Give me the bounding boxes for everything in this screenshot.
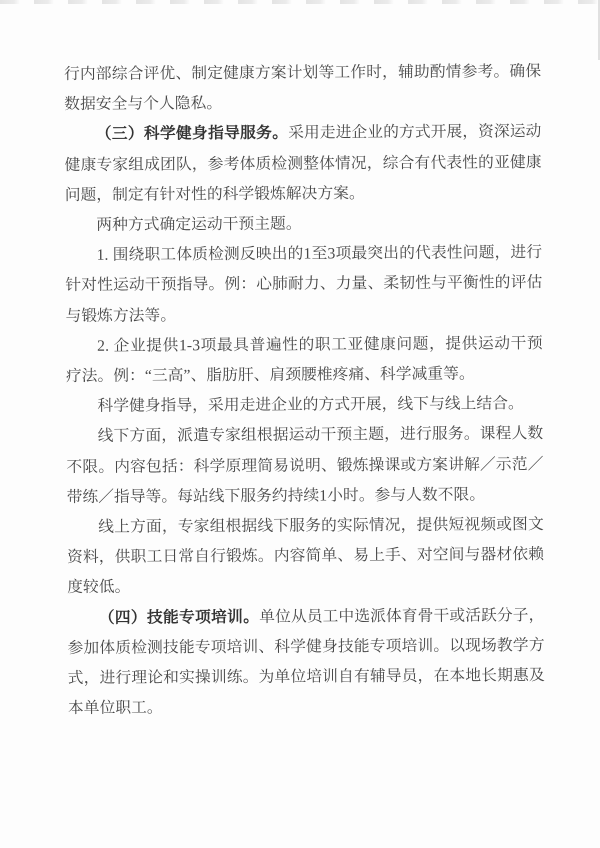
scan-edge-artifact <box>0 0 600 4</box>
paragraph <box>67 601 545 725</box>
paragraph <box>64 117 542 211</box>
section-heading-4: （四）技能专项培训。 <box>98 608 260 627</box>
paragraph-text: 行内部综合评优、制定健康方案计划等工作时，辅助酌情参考。确保数据安全与个人隐私。 <box>64 63 542 114</box>
section-heading-3: （三）科学健身指导服务。 <box>95 125 289 144</box>
paragraph-text: 2. 企业提供1-3项最具普遍性的职工亚健康问题，提供运动干预疗法。例：“三高”、脂肪肝、肩颈腰椎疼痛、科学减重等。 <box>65 334 543 386</box>
paragraph <box>66 420 544 514</box>
paragraph-text: 1. 围绕职工体质检测反映出的1至3项最突出的代表性问题，进行针对性运动干预指导。例：心肺耐力、力量、柔韧性与平衡性的评估与锻炼方法等。 <box>65 244 543 325</box>
document-body <box>64 57 545 724</box>
paragraph-text: 科学健身指导，采用走进企业的方式开展，线下与线上结合。 <box>97 395 524 416</box>
paragraph <box>66 389 543 422</box>
paragraph <box>65 208 542 241</box>
paragraph <box>64 57 541 120</box>
paragraph-text: 两种方式确定运动干预主题。 <box>96 215 302 234</box>
paragraph <box>65 238 543 332</box>
paragraph-text: 线下方面，派遣专家组根据运动干预主题，进行服务。课程人数不限。内容包括：科学原理简易说明、锻炼操课或方案讲解／示范／带练／指导等。每站线下服务约持续1小时。参与人数不限。 <box>66 425 544 506</box>
paragraph-text: 采用走进企业的方式开展，资深运动健康专家组成团队，参考体质检测整体情况，综合有代表性的亚健康问题，制定有针对性的科学锻炼解决方案。 <box>64 123 542 204</box>
paragraph-text: 单位从员工中选派体育骨干或活跃分子，参加体质检测技能专项培训、科学健身技能专项培训。以现场教学方式，进行理论和实操训练。为单位培训自有辅导员，在本地长期惠及本单位职工。 <box>67 606 545 718</box>
paragraph <box>67 510 545 604</box>
paragraph <box>66 329 543 392</box>
paragraph-text: 线上方面，专家组根据线下服务的实际情况，提供短视频或图文资料，供职工日常自行锻炼。内容简单、易上手、对空间与器材依赖度较低。 <box>66 516 545 597</box>
